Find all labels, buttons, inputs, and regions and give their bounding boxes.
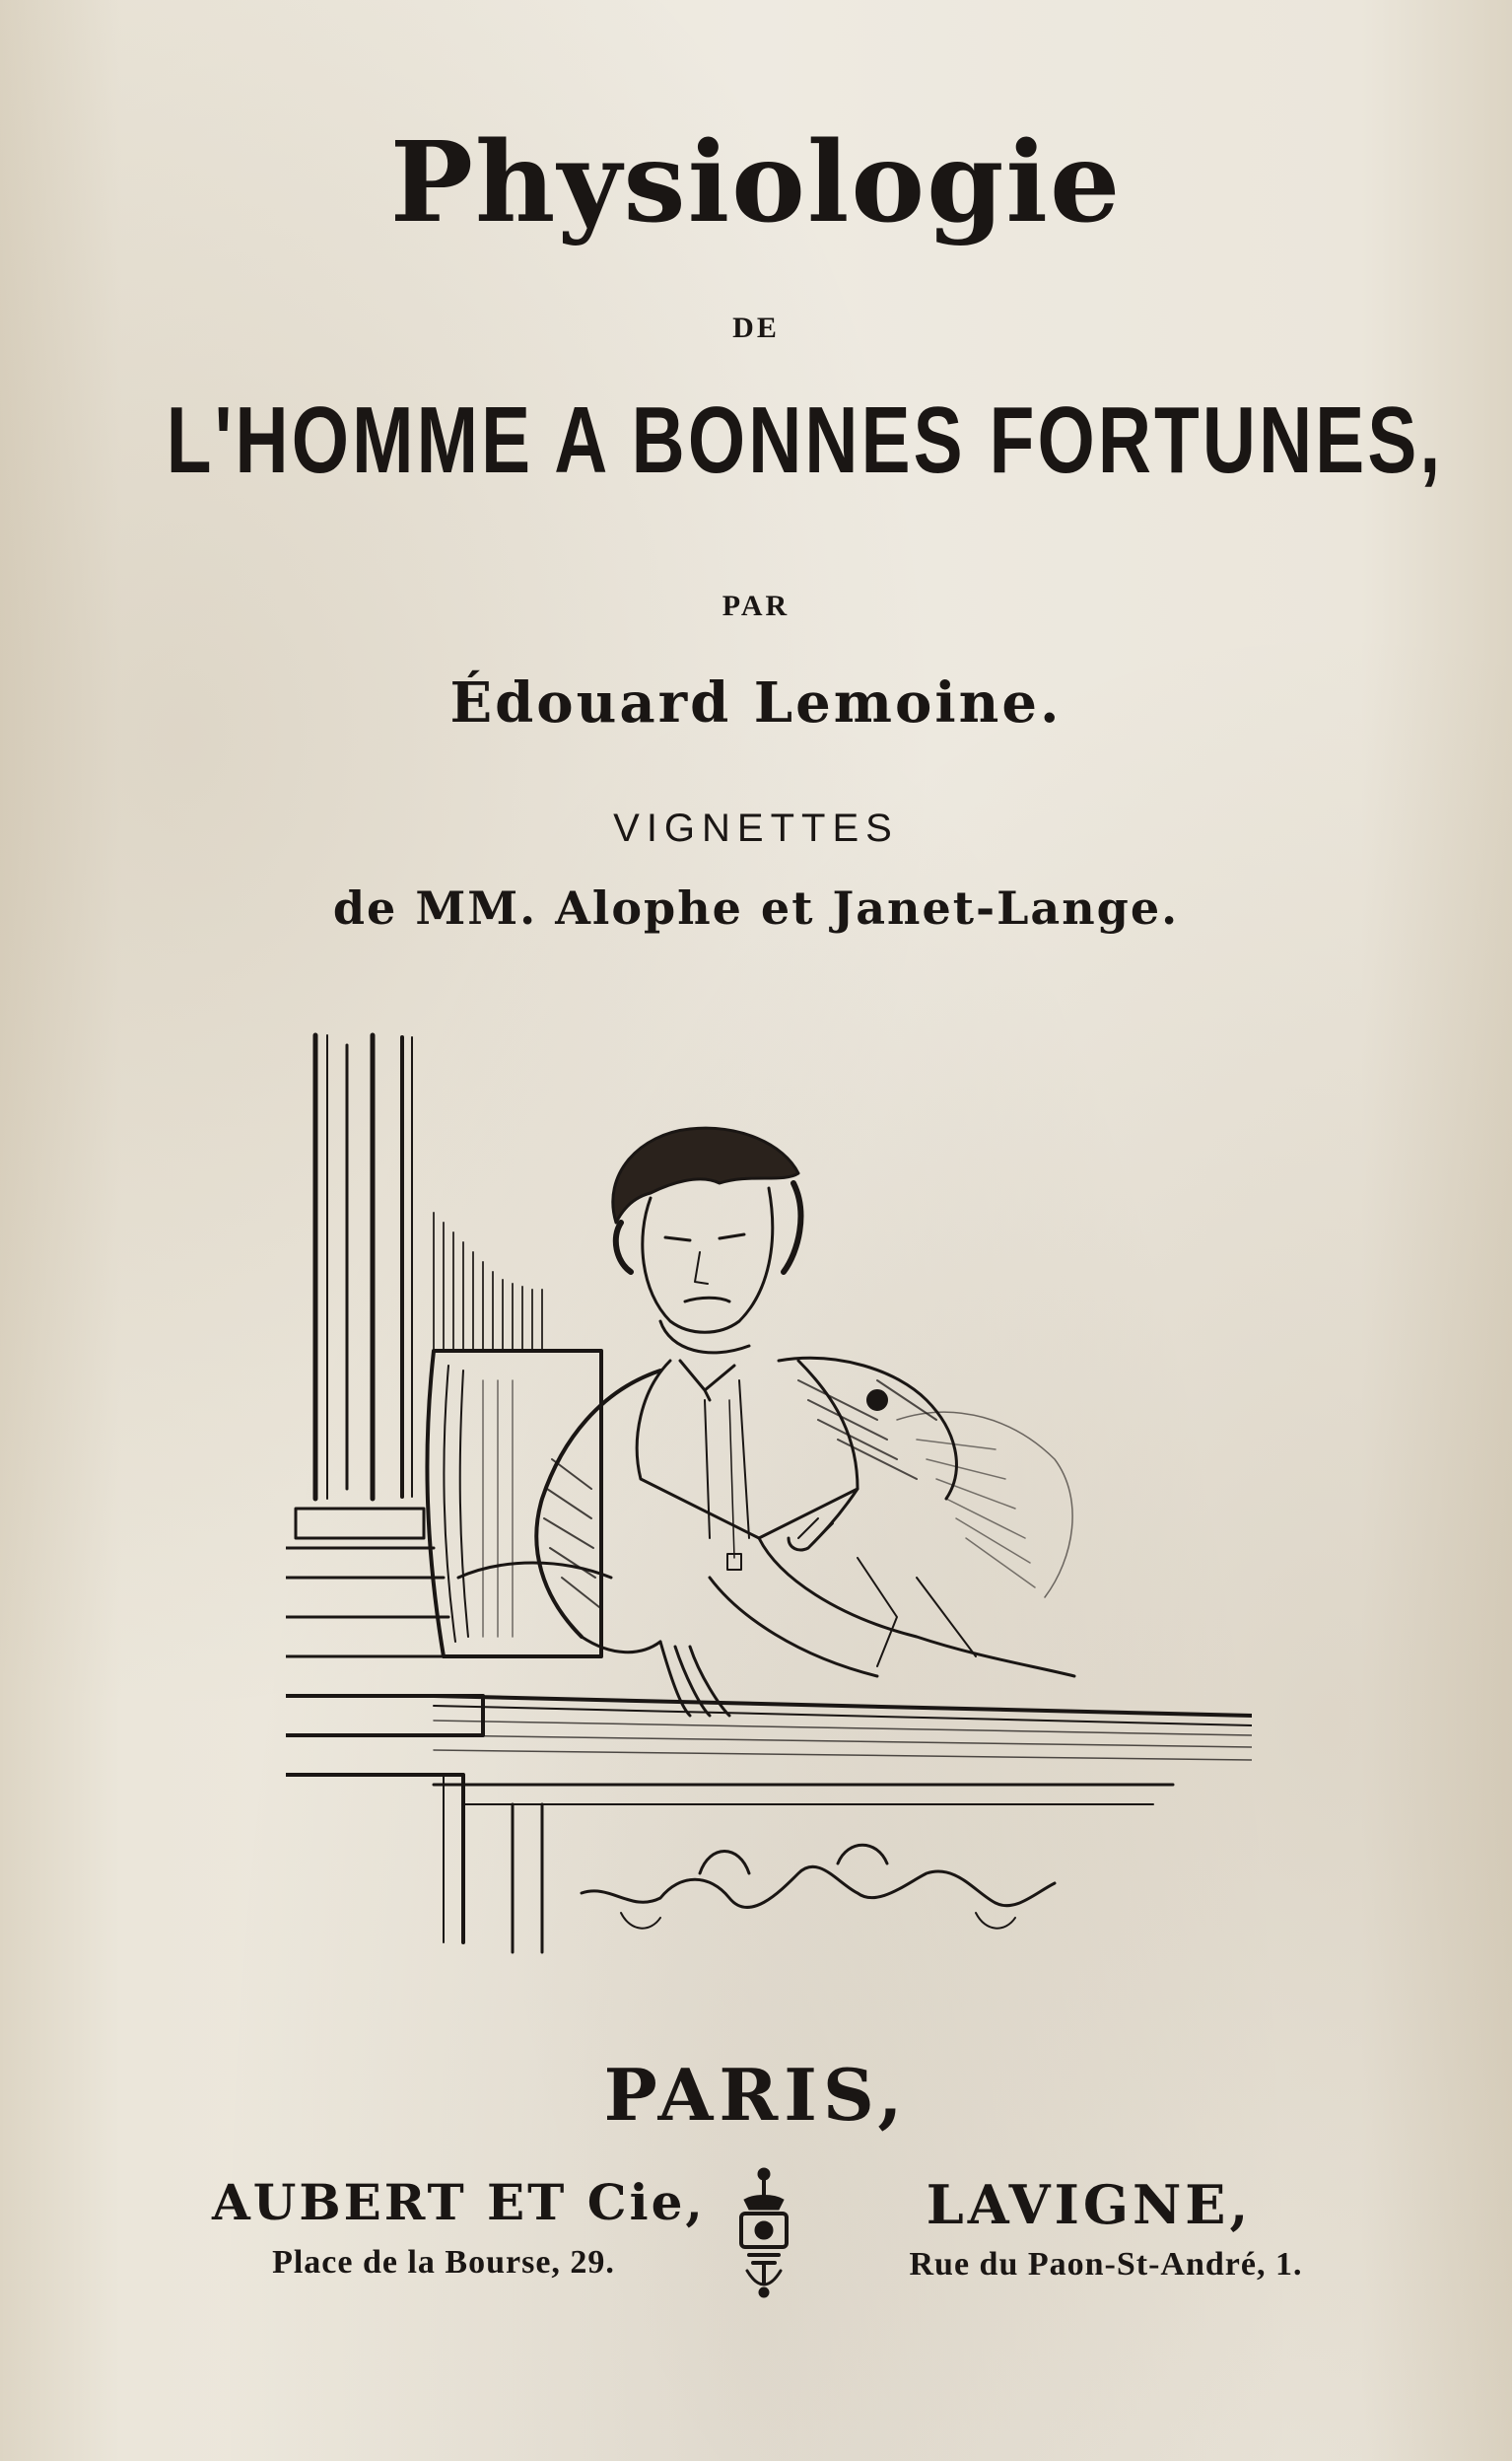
publisher-right-address: Rue du Paon-St-André, 1.	[909, 2246, 1303, 2283]
imprint-city: PARIS,	[603, 2053, 909, 2137]
publisher-left-name: AUBERT ET Cie,	[212, 2173, 706, 2231]
book-title: Physiologie	[389, 118, 1123, 247]
curtain-hatching	[434, 1213, 542, 1351]
book-subtitle: L'HOMME A BONNES FORTUNES,	[166, 387, 1444, 493]
engraving-illustration	[286, 1025, 1252, 1962]
seated-man-figure	[536, 1128, 1074, 1716]
publisher-left-address: Place de la Bourse, 29.	[272, 2244, 615, 2281]
fleuron-icon	[729, 2164, 798, 2302]
balcony-ledge	[434, 1696, 1252, 1952]
armchair-icon	[427, 1351, 611, 1656]
column-icon	[286, 1035, 483, 1942]
by-label: PAR	[722, 590, 790, 622]
publisher-right-name: LAVIGNE,	[926, 2173, 1253, 2236]
author-name: Édouard Lemoine.	[449, 670, 1063, 736]
title-connector: DE	[732, 312, 780, 344]
illustrators-line: de MM. Alophe et Janet-Lange.	[332, 881, 1180, 935]
vignettes-label: VIGNETTES	[613, 807, 899, 850]
